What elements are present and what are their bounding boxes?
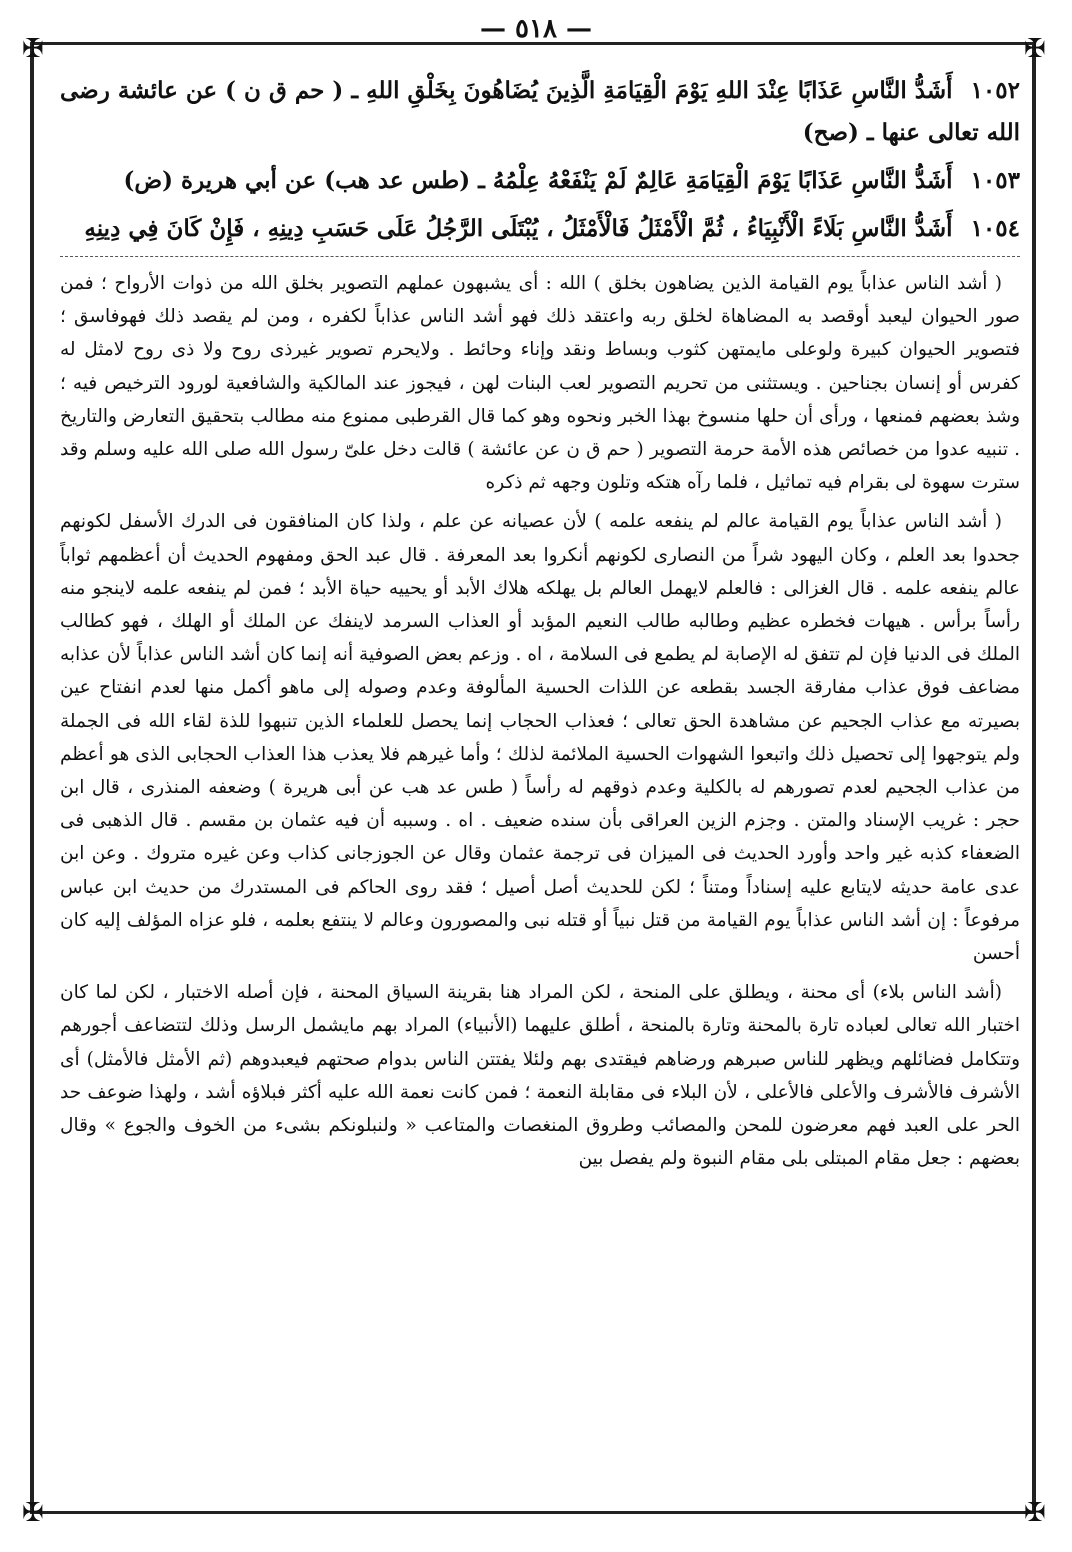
- hadith-text: أَشَدُّ النَّاسِ عَذَابًا عِنْدَ اللهِ يَوْمَ الْقِيَامَةِ الَّذِينَ يُضَاهُونَ بِخَلْقِ اللهِ ـ ( حم ق ن ) عن عائشة رضى الله تعالى عنها ـ (صح): [60, 77, 1020, 146]
- hadith-number: ١٠٥٣: [970, 167, 1020, 194]
- commentary-paragraph: ( أشد الناس عذاباً يوم القيامة الذين يضاهون بخلق ) الله : أى يشبهون عملهم التصوير بخلق الله من ذوات الأرواح ؛ فمن صور الحيوان ليعبد أوقصد به المضاهاة لخلق ربه واعتقد ذلك فهو أشد الناس عذاباً لكفره ، ومن لم يقصد ذلك فهوفاسق ؛ فتصوير الحيوان كبيرة ولوعلى مايمتهن كثوب وبساط ونقد وإناء وحائط . ولايحرم تصوير غيرذى روح ولا ذى روح لامثل له كفرس أو إنسان بجناحين . ويستثنى من تحريم التصوير لعب البنات لهن ، فيجوز عند المالكية والشافعية لورود الترخيص فيه ؛ وشذ بعضهم فمنعها ، ورأى أن حلها منسوخ بهذا الخبر ونحوه وهو كما قال القرطبى ممنوع منه مطالب بتحقيق التعارض والتاريخ . تنبيه عدوا من خصائص هذه الأمة حرمة التصوير ( حم ق ن عن عائشة ) قالت دخل علىّ رسول الله صلى الله عليه وسلم وقد سترت سهوة لى بقرام فيه تماثيل ، فلما رآه هتكه وتلون وجهه ثم ذكره: [60, 273, 1020, 494]
- hadith-entry: [60, 208, 1020, 250]
- hadith-text: أَشَدُّ النَّاسِ عَذَابًا يَوْمَ الْقِيَامَةِ عَالِمٌ لَمْ يَنْفَعْهُ عِلْمُهُ ـ (طس عد هب) عن أبي هريرة (ض): [123, 167, 953, 194]
- hadith-text: أَشَدُّ النَّاسِ بَلَاءً الْأَنْبِيَاءُ ، ثُمَّ الْأَمْثَلُ فَالْأَمْثَلُ ، يُبْتَلَى الرَّجُلُ عَلَى حَسَبِ دِينِهِ ، فَإِنْ كَانَ فِي دِينِهِ: [84, 215, 953, 242]
- commentary-paragraph: (أشد الناس بلاء) أى محنة ، ويطلق على المنحة ، لكن المراد هنا بقرينة السياق المحنة ، فإن أصله الاختبار ، لكن لما كان اختبار الله تعالى لعباده تارة بالمحنة وتارة بالمنحة ، أطلق عليهما (الأنبياء) المراد بهم مايشمل الرسل وذلك لتتضاعف أجورهم وتتكامل فضائلهم ويظهر للناس صبرهم ورضاهم فيقتدى بهم ولئلا يفتتن الناس بدوام صحتهم فيعبدوهم (ثم الأمثل فالأمثل) أى الأشرف فالأشرف والأعلى فالأعلى ، لأن البلاء فى مقابلة النعمة ؛ فمن كانت نعمة الله عليه أكثر فبلاؤه أشد ، ولهذا ضوعف حد الحر على العبد فهم معرضون للمحن والمصائب وطروق المنغصات والمتاعب « ولنبلونكم بشىء من الخوف والجوع » وقال بعضهم : جعل مقام المبتلى بلى مقام النبوة ولم يفصل بين: [60, 982, 1020, 1170]
- hadith-number: ١٠٥٢: [970, 77, 1020, 104]
- corner-ornament-icon: ✠: [1024, 34, 1046, 64]
- section-divider: [60, 256, 1020, 257]
- corner-ornament-icon: ✠: [22, 1498, 44, 1528]
- hadith-number: ١٠٥٤: [970, 215, 1020, 242]
- corner-ornament-icon: ✠: [22, 34, 44, 64]
- corner-ornament-icon: ✠: [1024, 1498, 1046, 1528]
- page-number: — ٥١٨ —: [479, 14, 593, 44]
- hadith-entry: [60, 70, 1020, 154]
- hadith-entry: [60, 160, 1020, 202]
- commentary-paragraph: ( أشد الناس عذاباً يوم القيامة عالم لم ينفعه علمه ) لأن عصيانه عن علم ، ولذا كان المنافقون فى الدرك الأسفل لكونهم جحدوا بعد العلم ، وكان اليهود شراً من النصارى لكونهم أنكروا بعد المعرفة . قال عبد الحق ومفهوم الحديث أن أعظمهم ثواباً عالم ينفعه علمه . قال الغزالى : فالعلم لايهمل العالم بل يهلكه هلاك الأبد أو يحييه حياة الأبد ؛ فمن لم ينفعه علمه لاينجو منه رأساً برأس . هيهات فخطره عظيم وطالبه طالب النعيم المؤبد أو العذاب السرمد لاينفك عن الملك أو الهلك ، فهو كطالب الملك فى الدنيا فإن لم تتفق له الإصابة لم يطمع فى السلامة ، اه . وزعم بعض الصوفية أنه إنما كان أشد الناس عذاباً لأن عذابه مضاعف فوق عذاب مفارقة الجسد بقطعه عن اللذات الحسية المألوفة وعدم وصوله إلى ماهو أكمل منها لعدم انفتاح عين بصيرته مع عذاب الجحيم عن مشاهدة الحق تعالى ؛ فعذاب الحجاب إنما يحصل للعلماء الذين تنبهوا للذة لقاء الله فى الجملة ولم يتوجهوا إلى تحصيل ذلك واتبعوا الشهوات الحسية الملائمة لذلك ؛ وأما غيرهم فلا يعذب هذا العذاب الحجابى الذى هو أعظم من عذاب الجحيم لعدم تصورهم له بالكلية وعدم ذوقهم له رأساً ( طس عد هب عن أبى هريرة ) وضعفه المنذرى ، قال ابن حجر : غريب الإسناد والمتن . وجزم الزين العراقى بأن سنده ضعيف . اه . وسببه أن فيه عثمان بن مقسم . قال الذهبى فى الضعفاء كذبه غير واحد وأورد الحديث فى الميزان فى ترجمة عثمان وقال عن الجوزجانى كذاب وعن غيره متروك . وعن ابن عدى عامة حديثه لايتابع عليه إسناداً ومتناً ؛ لكن للحديث أصل أصيل ؛ فقد روى الحاكم فى المستدرك من حديث ابن عباس مرفوعاً : إن أشد الناس عذاباً يوم القيامة من قتل نبياً أو قتله نبى والمصورون وعالم لا ينتفع بعلمه ، فلو عزاه المؤلف إليه كان أحسن: [60, 511, 1020, 965]
- page-content: [60, 70, 1020, 1181]
